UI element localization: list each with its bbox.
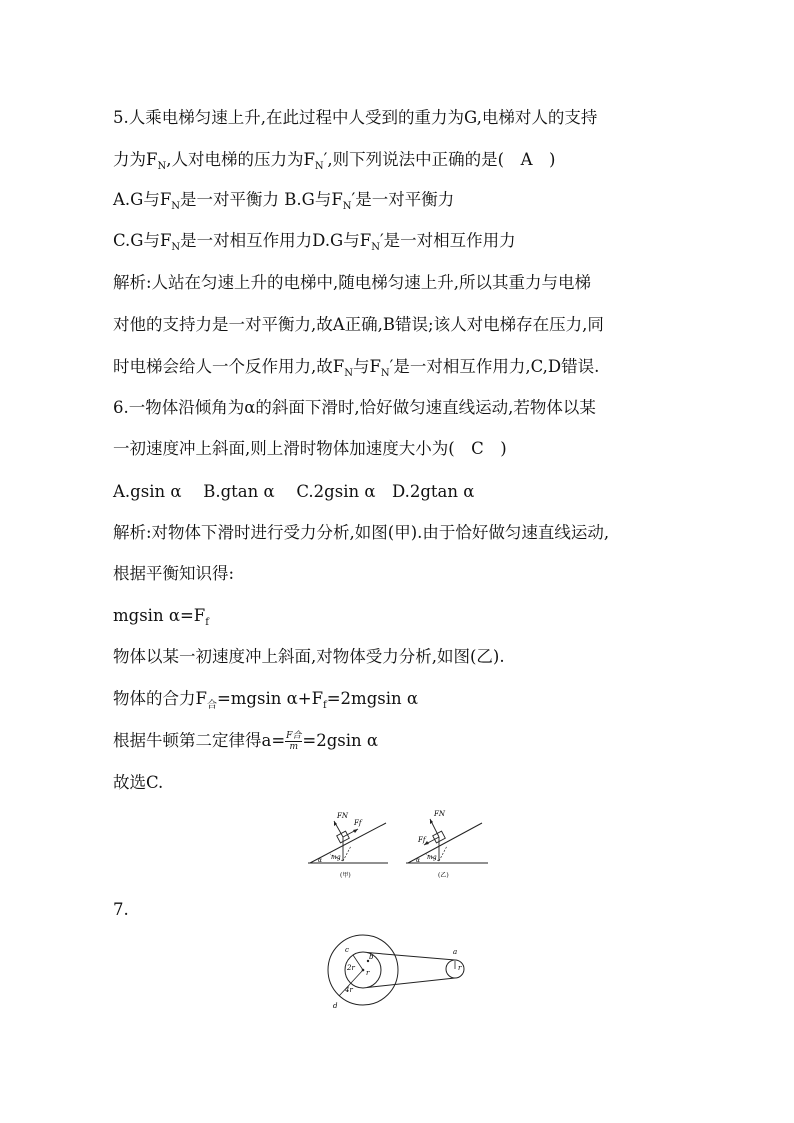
q5-option-b-part3: ′是一对平衡力 [351,190,455,209]
q5-options-ab [113,189,454,218]
component-dash-1 [343,846,351,861]
q5-option-c-part1: C.G与F [113,231,172,250]
eq2-part-a: 物体的合力F [113,689,207,708]
q6-answer: 故选C. [113,773,164,792]
eq3-part-b: =2gsin α [302,731,379,750]
q5-analysis-part-a: 时电梯会给人一个反作用力,故F [113,357,345,376]
label-mg: mg [331,854,341,861]
q5-option-a-part1: A.G与F [113,190,172,209]
pulley-belt-diagram [325,930,475,1015]
subscript-n: N [371,242,380,253]
label-alpha: α [318,857,323,864]
q6-stem-line1: 6.一物体沿倾角为α的斜面下滑时,恰好做匀速直线运动,若物体以某 [113,398,596,417]
component-dash-1 [439,846,447,861]
q5-stem-line1: 5.人乘电梯匀速上升,在此过程中人受到的重力为G,电梯对人的支持 [113,108,598,127]
subscript-n: N [380,368,390,379]
label-alpha: α [416,857,421,864]
friction-arrowhead [353,829,358,833]
label-fn: FN [434,810,445,818]
q5-stem-part-a: 力为F [113,150,158,169]
q6-stem-line2: 一初速度冲上斜面,则上滑时物体加速度大小为( C ) [113,439,507,458]
diagram-jia [308,812,388,879]
subscript-n: N [342,201,352,212]
label-4r: 4r [345,986,353,994]
fraction-denominator: m [289,742,299,752]
q5-option-c-part2: 是一对相互作用力D.G与F [180,231,372,250]
belt-top [367,953,455,961]
q5-options-cd [113,230,516,259]
eq3-part-a: 根据牛顿第二定律得a= [113,731,286,750]
label-r-small: r [458,964,462,972]
label-fn: FN [337,812,348,820]
label-b: b [369,953,374,961]
subscript-he: 合 [206,700,217,711]
label-r-center: r [366,969,370,977]
q5-option-d-part3: ′是一对相互作用力 [379,231,516,250]
subscript-f: f [323,700,327,711]
eq1-text: mgsin α=F [113,606,206,625]
subscript-n: N [171,242,181,253]
label-a: a [453,948,458,956]
label-ff: Ff [354,819,362,827]
q6-analysis-line3: 物体以某一初速度冲上斜面,对物体受力分析,如图(乙). [113,647,505,666]
label-yi: (乙) [438,872,449,879]
q5-stem-line2 [113,149,555,178]
subscript-n: N [171,201,181,212]
subscript-f: f [205,617,209,628]
subscript-n: N [344,368,353,379]
label-ff: Ff [418,836,426,844]
q5-analysis-part-c: ′是一对相互作用力,C,D错误. [389,357,600,376]
label-2r: 2r [347,964,355,972]
incline-force-diagram [300,805,495,885]
q5-analysis-line1: 解析:人站在匀速上升的电梯中,随电梯匀速上升,所以其重力与电梯 [113,273,592,292]
q6-analysis-line1: 解析:对物体下滑时进行受力分析,如图(甲).由于恰好做匀速直线运动, [113,523,610,542]
q6-equation-2 [113,688,418,717]
subscript-n: N [157,161,167,172]
q6-analysis-line2: 根据平衡知识得: [113,564,235,583]
eq2-part-b: =mgsin α+F [216,689,324,708]
fraction [285,731,302,752]
q6-equation-3 [113,730,378,752]
subscript-n: N [314,161,324,172]
label-d: d [333,1002,338,1010]
belt-bottom [367,978,455,988]
label-mg: mg [427,854,437,861]
q7-number: 7. [113,900,129,919]
q6-equation-1 [113,605,209,634]
q5-analysis-line3 [113,356,599,385]
q5-stem-part-c: ′,则下列说法中正确的是( A ) [323,150,556,169]
label-jia: (甲) [340,872,351,879]
fraction-numerator: F合 [286,731,302,741]
diagram-yi [406,810,488,879]
q5-option-a-part2: 是一对平衡力 B.G与F [180,190,343,209]
label-c: c [345,946,349,954]
q6-options: A.gsin α B.gtan α C.2gsin α D.2gtan α [113,482,475,501]
q5-stem-part-b: ,人对电梯的压力为F [166,150,315,169]
q5-analysis-part-b: 与F [352,357,381,376]
q5-analysis-line2: 对他的支持力是一对平衡力,故A正确,B错误;该人对电梯存在压力,同 [113,315,604,334]
eq2-part-c: =2mgsin α [326,689,419,708]
